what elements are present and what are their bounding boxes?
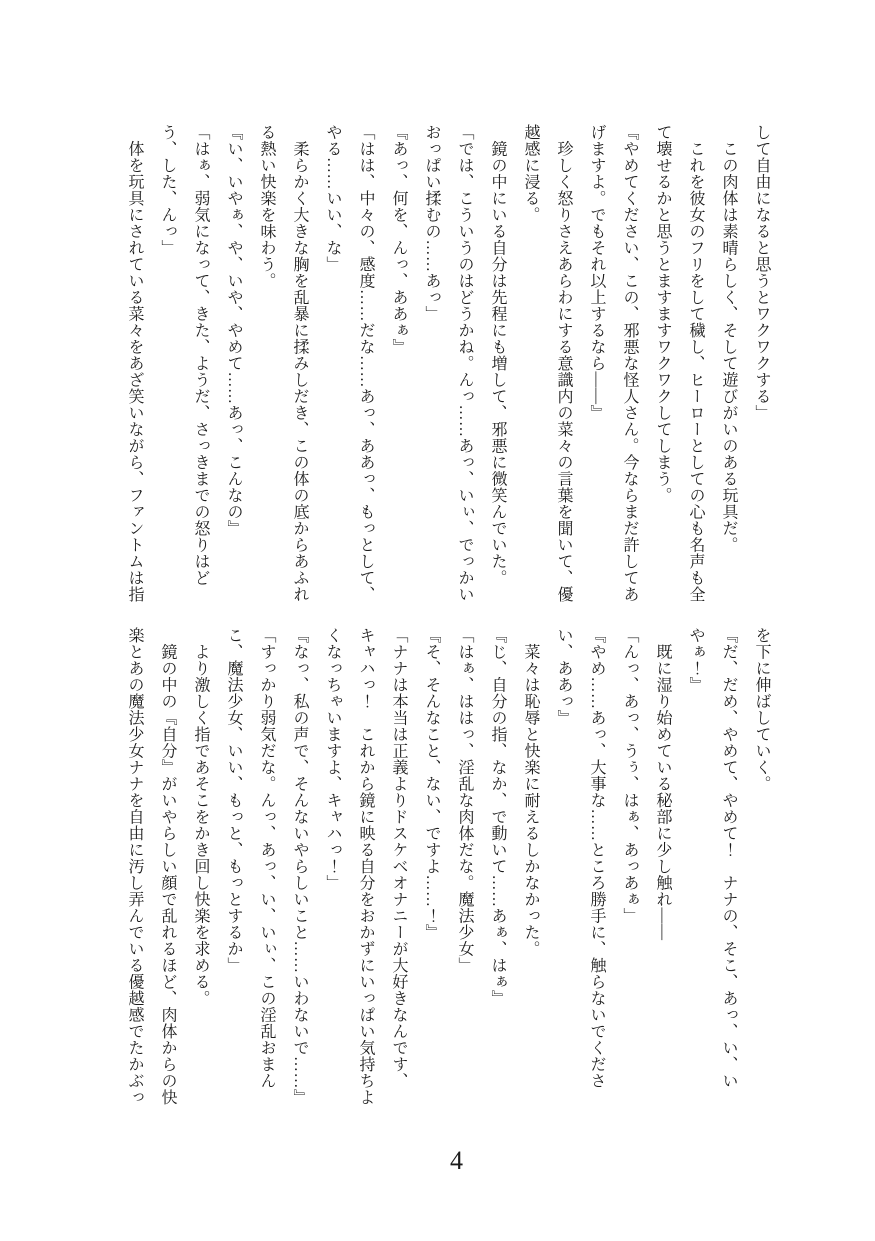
- text-line: この肉体は素晴らしく、そして遊びがいのある玩具だ。: [720, 124, 737, 553]
- text-line: 『なっ、私の声で、そんないやらしいこと……いわないで……』: [291, 627, 308, 1106]
- lower-text-block: [118, 627, 778, 1113]
- text-line: これを彼女のフリをして穢し、ヒーローとしての心も名声も全: [687, 124, 704, 603]
- page-number: 4: [450, 1146, 463, 1175]
- text-line: 「はは、中々の、感度……だな……あっ、ああっ、もっとして、: [357, 124, 374, 603]
- text-line: こ、魔法少女、いい、もっと、もっとするか」: [225, 627, 242, 974]
- text-line: 『じ、自分の指、なか、で動いて……あぁ、はぁ』: [489, 627, 506, 1007]
- text-line: 「はぁ、弱気になって、きた、ようだ、さっきまでの怒りはど: [192, 124, 209, 586]
- text-line: 菜々は恥辱と快楽に耐えるしかなかった。: [522, 627, 539, 957]
- text-line: やぁ！』: [687, 627, 704, 693]
- text-line: 「すっかり弱気だな。んっ、あっ、い、いぃ、この淫乱おまん: [258, 627, 275, 1089]
- upper-text-block: [118, 124, 778, 610]
- text-line: げますよ。でもそれ以上するなら――』: [588, 124, 605, 421]
- text-line: 『い、いやぁ、や、いや、やめて……あっ、こんなの』: [225, 124, 242, 537]
- text-line: 鏡の中にいる自分は先程にも増して、邪悪に微笑んでいた。: [489, 124, 506, 586]
- text-line: やる……いい、な」: [324, 124, 341, 273]
- text-line: 柔らかく大きな胸を乱暴に揉みしだき、この体の底からあふれ: [291, 124, 308, 603]
- text-line: 楽とあの魔法少女ナナを自由に汚し弄んでいる優越感でたかぶっ: [126, 627, 143, 1106]
- text-line: 『あっ、何を、んっ、ああぁ』: [390, 124, 407, 355]
- text-line: る熱い快楽を味わう。: [258, 124, 275, 289]
- text-line: 越感に浸る。: [522, 124, 539, 223]
- text-line: う、した、んっ」: [159, 124, 176, 256]
- text-line: おっぱい揉むの……あっ」: [423, 124, 440, 322]
- text-line: い、ああっ』: [555, 627, 572, 726]
- text-line: を下に伸ばしていく。: [753, 627, 770, 792]
- text-line: 「んっ、あっ、うぅ、はぁ、あっあぁ」: [621, 627, 638, 924]
- text-line: 『そ、そんなこと、ない、ですよ……！』: [423, 627, 440, 941]
- text-line: 「はぁ、ははっ、淫乱な肉体だな。魔法少女」: [456, 627, 473, 974]
- text-line: キャハっ！ これから鏡に映る自分をおかずにいっぱい気持ちよ: [357, 627, 374, 1106]
- text-line: 『やめてください、この、邪悪な怪人さん。今ならまだ許してあ: [621, 124, 638, 603]
- text-line: より激しく指であそこをかき回し快楽を求める。: [192, 627, 209, 1007]
- text-line: 体を玩具にされている菜々をあざ笑いながら、ファントムは指: [126, 124, 143, 603]
- text-line: して自由になると思うとワクワクする」: [753, 124, 770, 421]
- text-line: て壊せるかと思うとますますワクワクしてしまう。: [654, 124, 671, 504]
- text-line: 『だ、だめ、やめて、やめて！ ナナの、そこ、あっ、い、い: [720, 627, 737, 1089]
- text-line: 「ナナは本当は正義よりドスケベオナニーが大好きなんです、: [390, 627, 407, 1089]
- text-line: 鏡の中の『自分』がいやらしい顔で乱れるほど、肉体からの快: [159, 627, 176, 1106]
- text-line: くなっちゃいますよ、キャハっ！」: [324, 627, 341, 891]
- text-line: 「では、こういうのはどうかね。んっ……あっ、いぃ、でっかい: [456, 124, 473, 603]
- text-line: 珍しく怒りさえあらわにする意識内の菜々の言葉を聞いて、優: [555, 124, 572, 603]
- text-line: 『やめ……あっ、大事な……ところ勝手に、触らないでくださ: [588, 627, 605, 1089]
- text-line: 既に湿り始めている秘部に少し触れ――: [654, 627, 671, 941]
